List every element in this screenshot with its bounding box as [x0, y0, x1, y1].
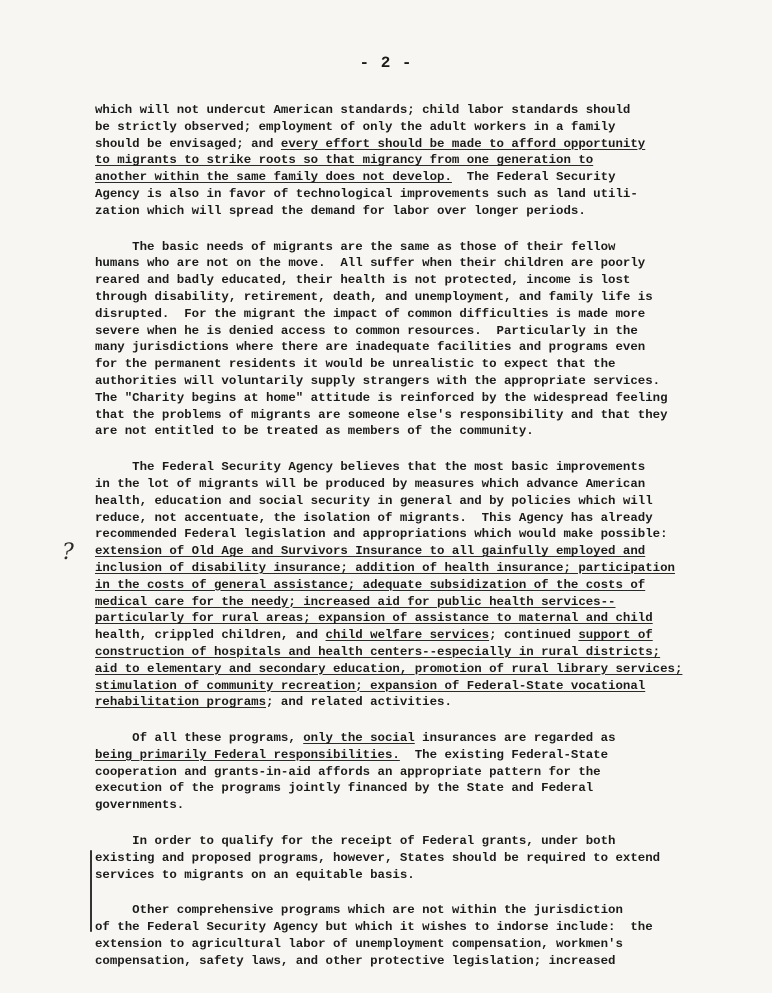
underlined-text: particularly for rural areas;	[95, 611, 319, 626]
text-segment: humans who are not on the move. All suffer when their children are poorly	[95, 256, 646, 271]
text-segment: Other comprehensive programs which are not within the jurisdiction	[95, 903, 623, 918]
text-line	[95, 339, 715, 356]
text-line	[95, 833, 715, 850]
text-line	[95, 919, 715, 936]
text-segment: The existing Federal-State	[399, 747, 609, 762]
underlined-text: rehabilitation programs	[95, 695, 267, 710]
text-segment: of the Federal Security Agency but which it wishes to indorse include: the	[95, 920, 653, 935]
text-segment: cooperation and grants-in-aid affords an appropriate pattern for the	[95, 764, 601, 779]
paragraph	[95, 239, 715, 441]
document-body	[95, 102, 715, 989]
text-segment: execution of the programs jointly financed by the State and Federal	[95, 781, 594, 796]
underlined-text: support of	[578, 628, 653, 643]
text-line	[95, 780, 715, 797]
text-segment: should be envisaged; and	[95, 136, 281, 151]
text-segment: compensation, safety laws, and other protective legislation; increased	[95, 953, 616, 968]
underlined-text: promotion of rural library services;	[414, 661, 683, 676]
text-segment: The basic needs of migrants are the same as those of their fellow	[95, 239, 616, 254]
text-line	[95, 289, 715, 306]
text-line	[95, 610, 715, 627]
text-line	[95, 797, 715, 814]
text-segment: which will not undercut American standards; child labor standards should	[95, 103, 631, 117]
text-segment: authorities will voluntarily supply strangers with the appropriate services.	[95, 373, 661, 388]
text-line	[95, 678, 715, 695]
text-segment: extension to agricultural labor of unemployment compensation, workmen's	[95, 937, 623, 952]
text-line	[95, 186, 715, 203]
text-segment: ; continued	[489, 628, 579, 643]
underlined-text: every effort should be made to afford opportunity	[280, 136, 646, 151]
text-segment: zation which will spread the demand for labor over longer periods.	[95, 203, 586, 218]
text-line	[95, 747, 715, 764]
underlined-text: expansion of assistance to maternal and child	[318, 611, 653, 626]
text-segment: Of all these programs,	[95, 731, 304, 746]
text-line	[95, 239, 715, 256]
text-line	[95, 323, 715, 340]
paragraph	[95, 102, 715, 220]
text-line	[95, 493, 715, 510]
text-line	[95, 764, 715, 781]
text-line	[95, 272, 715, 289]
underlined-text: aid to elementary and secondary education,	[95, 661, 415, 676]
text-line	[95, 850, 715, 867]
text-segment: health, education and social security in general and by policies which will	[95, 493, 653, 508]
paragraph	[95, 459, 715, 711]
text-line	[95, 152, 715, 169]
text-segment: severe when he is denied access to common resources. Particularly in the	[95, 323, 638, 338]
text-segment: for the permanent residents it would be unrealistic to expect that the	[95, 357, 616, 372]
underlined-text: inclusion of disability insurance; addition of health insurance; participation	[95, 560, 675, 575]
underlined-text: construction of hospitals and health centers--especially in rural districts;	[95, 644, 661, 659]
text-line	[95, 255, 715, 272]
text-segment: services to migrants on an equitable basis.	[95, 867, 415, 882]
margin-question-mark: ?	[62, 540, 74, 565]
text-line	[95, 423, 715, 440]
underlined-text: child welfare services	[325, 628, 490, 643]
text-segment: The Federal Security Agency believes that the most basic improvements	[95, 460, 646, 475]
text-line	[95, 694, 715, 711]
text-segment: insurances are regarded as	[414, 731, 616, 746]
text-segment: recommended Federal legislation and appropriations which would make possible:	[95, 527, 668, 542]
paragraph	[95, 833, 715, 883]
page-number: - 2 -	[359, 54, 413, 72]
margin-sideline	[90, 850, 92, 932]
text-segment: health, crippled children, and	[95, 628, 326, 643]
text-line	[95, 102, 715, 119]
text-line	[95, 644, 715, 661]
text-line	[95, 560, 715, 577]
text-line	[95, 459, 715, 476]
text-line	[95, 510, 715, 527]
text-line	[95, 627, 715, 644]
text-segment: In order to qualify for the receipt of Federal grants, under both	[95, 834, 616, 849]
paragraph	[95, 730, 715, 814]
text-line	[95, 953, 715, 970]
text-segment: existing and proposed programs, however, States should be required to extend	[95, 850, 661, 865]
text-line	[95, 203, 715, 220]
text-segment: Agency is also in favor of technological improvements such as land utili-	[95, 186, 638, 201]
text-line	[95, 543, 715, 560]
underlined-text: to migrants to strike roots so that migrancy from one generation to	[95, 153, 594, 168]
text-segment: many jurisdictions where there are inadequate facilities and programs even	[95, 340, 646, 355]
text-line	[95, 594, 715, 611]
text-segment: reduce, not accentuate, the isolation of migrants. This Agency has already	[95, 510, 653, 525]
text-segment: The "Charity begins at home" attitude is reinforced by the widespread feeling	[95, 390, 668, 405]
text-segment: in the lot of migrants will be produced by measures which advance American	[95, 476, 646, 491]
text-line	[95, 577, 715, 594]
text-segment: The Federal Security	[451, 170, 616, 185]
underlined-text: another within the same family does not develop.	[95, 170, 452, 185]
text-line	[95, 356, 715, 373]
paragraph	[95, 902, 715, 969]
text-line	[95, 476, 715, 493]
text-line	[95, 902, 715, 919]
text-line	[95, 390, 715, 407]
text-segment: disrupted. For the migrant the impact of common difficulties is made more	[95, 306, 646, 321]
text-segment: through disability, retirement, death, and unemployment, and family life is	[95, 289, 653, 304]
text-line	[95, 136, 715, 153]
underlined-text: stimulation of community recreation; expansion of Federal-State vocational	[95, 678, 646, 693]
text-segment: ; and related activities.	[266, 695, 452, 710]
underlined-text: being primarily Federal responsibilities.	[95, 747, 400, 762]
text-segment: governments.	[95, 798, 185, 813]
text-line	[95, 526, 715, 543]
text-line	[95, 169, 715, 186]
text-line	[95, 373, 715, 390]
underlined-text: only the social	[303, 731, 415, 746]
text-segment: reared and badly educated, their health is not protected, income is lost	[95, 273, 631, 288]
underlined-text: extension of Old Age and Survivors Insurance to all gainfully employed and	[95, 544, 646, 559]
text-segment: are not entitled to be treated as members of the community.	[95, 424, 534, 439]
underlined-text: medical care for the needy; increased aid for public health services--	[95, 594, 616, 609]
text-line	[95, 867, 715, 884]
text-line	[95, 730, 715, 747]
text-line	[95, 407, 715, 424]
text-segment: be strictly observed; employment of only the adult workers in a family	[95, 119, 616, 134]
text-line	[95, 936, 715, 953]
text-segment: that the problems of migrants are someone else's responsibility and that they	[95, 407, 668, 422]
text-line	[95, 119, 715, 136]
text-line	[95, 306, 715, 323]
text-line	[95, 661, 715, 678]
underlined-text: in the costs of general assistance; adequate subsidization of the costs of	[95, 577, 646, 592]
